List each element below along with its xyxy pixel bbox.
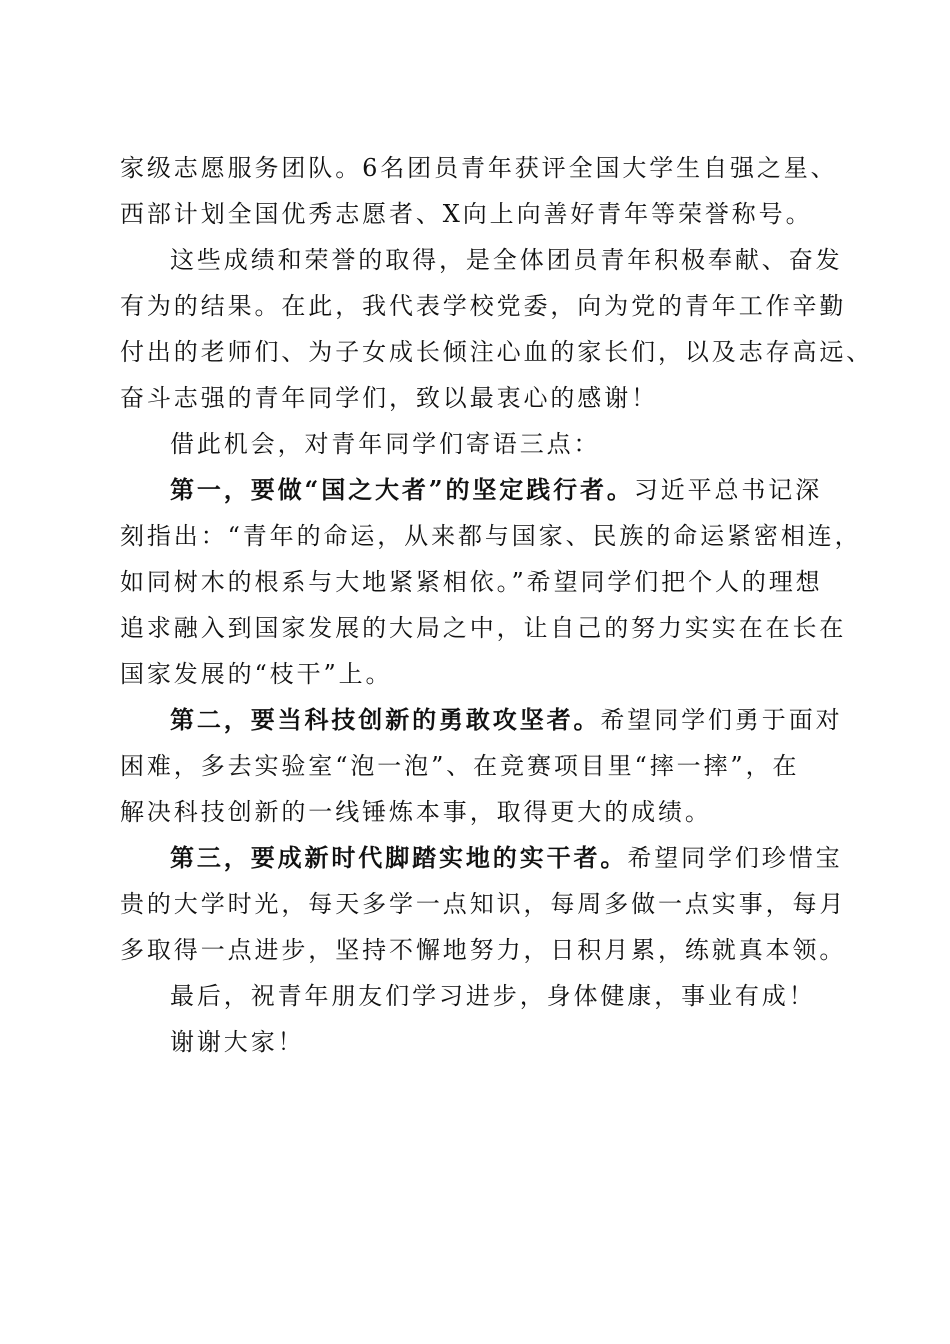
text-line-12: 国家发展的“枝干”上。 [120,660,393,688]
document-body [120,145,874,1065]
point-two-text: 希望同学们勇于面对 [600,706,843,734]
text-line-4: 有为的结果。在此，我代表学校党委，向为党的青年工作辛勤 [120,292,847,320]
text-line-18: 多取得一点进步，坚持不懈地努力，日积月累，练就真本领。 [120,936,847,964]
text-line-7: 借此机会，对青年同学们寄语三点： [170,430,601,458]
text-line-16 [120,835,843,881]
text-line-5: 付出的老师们、为子女成长倾注心血的家长们，以及志存高远、 [120,338,874,366]
point-one-text: 习近平总书记深 [633,476,823,504]
text-line-1: 家级志愿服务团队。6名团员青年获评全国大学生自强之星、 [120,154,838,182]
text-line-11: 追求融入到国家发展的大局之中，让自己的努力实实在在长在 [120,614,847,642]
point-three-text: 希望同学们珍惜宝 [627,844,843,872]
text-line-13 [120,697,843,743]
point-two-heading: 第二，要当科技创新的勇敢攻坚者。 [170,705,601,734]
text-line-17: 贵的大学时光，每天多学一点知识，每周多做一点实事，每月 [120,890,847,918]
point-one-heading: 第一，要做“国之大者”的坚定践行者。 [170,475,634,504]
text-line-19: 最后，祝青年朋友们学习进步，身体健康，事业有成！ [170,982,816,1010]
text-line-20: 谢谢大家！ [170,1028,305,1056]
text-line-10: 如同树木的根系与大地紧紧相依。”希望同学们把个人的理想 [120,568,823,596]
text-line-15: 解决科技创新的一线锤炼本事，取得更大的成绩。 [120,798,712,826]
text-line-9: 刻指出：“青年的命运，从来都与国家、民族的命运紧密相连， [120,522,862,550]
text-line-2: 西部计划全国优秀志愿者、X向上向善好青年等荣誉称号。 [120,200,813,228]
text-line-14: 困难，多去实验室“泡一泡”、在竞赛项目里“摔一摔”，在 [120,752,800,780]
text-line-8 [120,467,835,513]
text-line-6: 奋斗志强的青年同学们，致以最衷心的感谢！ [120,384,658,412]
text-line-3: 这些成绩和荣誉的取得，是全体团员青年积极奉献、奋发 [170,246,843,274]
point-three-heading: 第三，要成新时代脚踏实地的实干者。 [170,843,628,872]
